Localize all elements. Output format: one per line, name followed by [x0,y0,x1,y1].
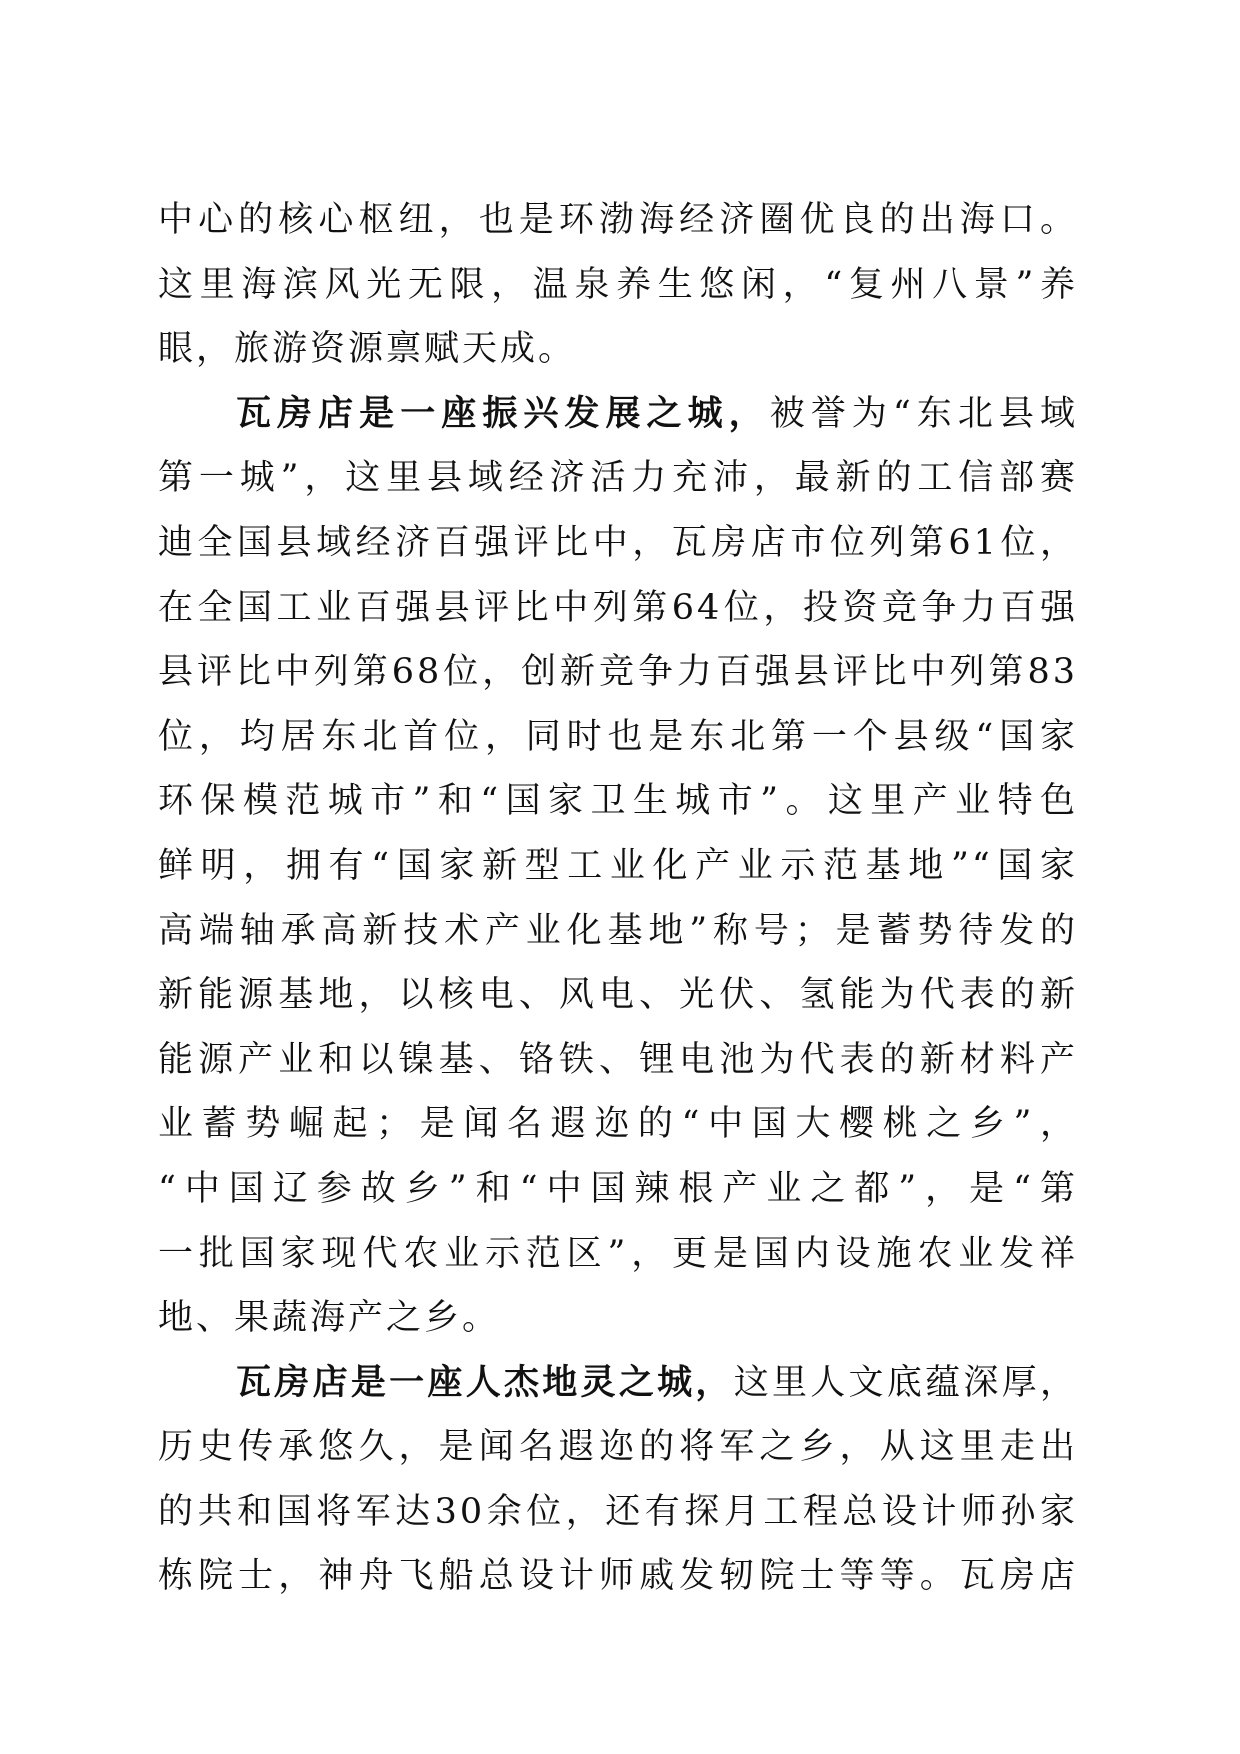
paragraph-line: 这里海滨风光无限，温泉养生悠闲，“复州八景”养 [158,264,1078,305]
paragraph-line: 的共和国将军达30余位，还有探月工程总设计师孙家 [158,1491,1078,1532]
paragraph-line: 高端轴承高新技术产业化基地”称号；是蓄势待发的 [158,910,1078,951]
paragraph-first-line [158,382,1078,447]
paragraph-first-line [158,1351,1078,1416]
paragraph-line: 一批国家现代农业示范区”，更是国内设施农业发祥 [158,1233,1078,1274]
paragraph-line: 中心的核心枢纽，也是环渤海经济圈优良的出海口。 [158,200,1078,240]
paragraph-line: 眼，旅游资源禀赋天成。 [158,329,577,370]
paragraph-line: 县评比中列第68位，创新竞争力百强县评比中列第83 [158,652,1078,693]
paragraph-lead-heading: 瓦房店是一座振兴发展之城， [236,392,770,434]
paragraph-line: 环保模范城市”和“国家卫生城市”。这里产业特色 [158,781,1078,822]
body-text [158,188,1078,1609]
paragraph-line: 历史传承悠久，是闻名遐迩的将军之乡，从这里走出 [158,1427,1078,1468]
paragraph-line: 位，均居东北首位，同时也是东北第一个县级“国家 [158,716,1078,757]
paragraph-line: “中国辽参故乡”和“中国辣根产业之都”，是“第 [158,1168,1078,1209]
paragraph-line: 能源产业和以镍基、铬铁、锂电池为代表的新材料产 [158,1039,1078,1080]
paragraph-line: 新能源基地，以核电、风电、光伏、氢能为代表的新 [158,975,1078,1016]
paragraph-line: 栋院士，神舟飞船总设计师戚发轫院士等等。瓦房店 [158,1556,1078,1597]
paragraph-line: 迪全国县域经济百强评比中，瓦房店市位列第61位， [158,522,1078,563]
paragraph-line: 在全国工业百强县评比中列第64位，投资竞争力百强 [158,587,1078,628]
paragraph-line: 地、果蔬海产之乡。 [158,1298,501,1339]
paragraph-line: 第一城”，这里县域经济活力充沛，最新的工信部赛 [158,458,1078,499]
paragraph-line: 业蓄势崛起；是闻名遐迩的“中国大樱桃之乡”， [158,1104,1078,1145]
paragraph-line-text: 被誉为“东北县域 [769,393,1078,434]
paragraph-line: 鲜明，拥有“国家新型工业化产业示范基地”“国家 [158,845,1078,886]
paragraph-lead-heading: 瓦房店是一座人杰地灵之城， [236,1361,734,1403]
paragraph-line-text: 这里人文底蕴深厚， [733,1362,1078,1403]
